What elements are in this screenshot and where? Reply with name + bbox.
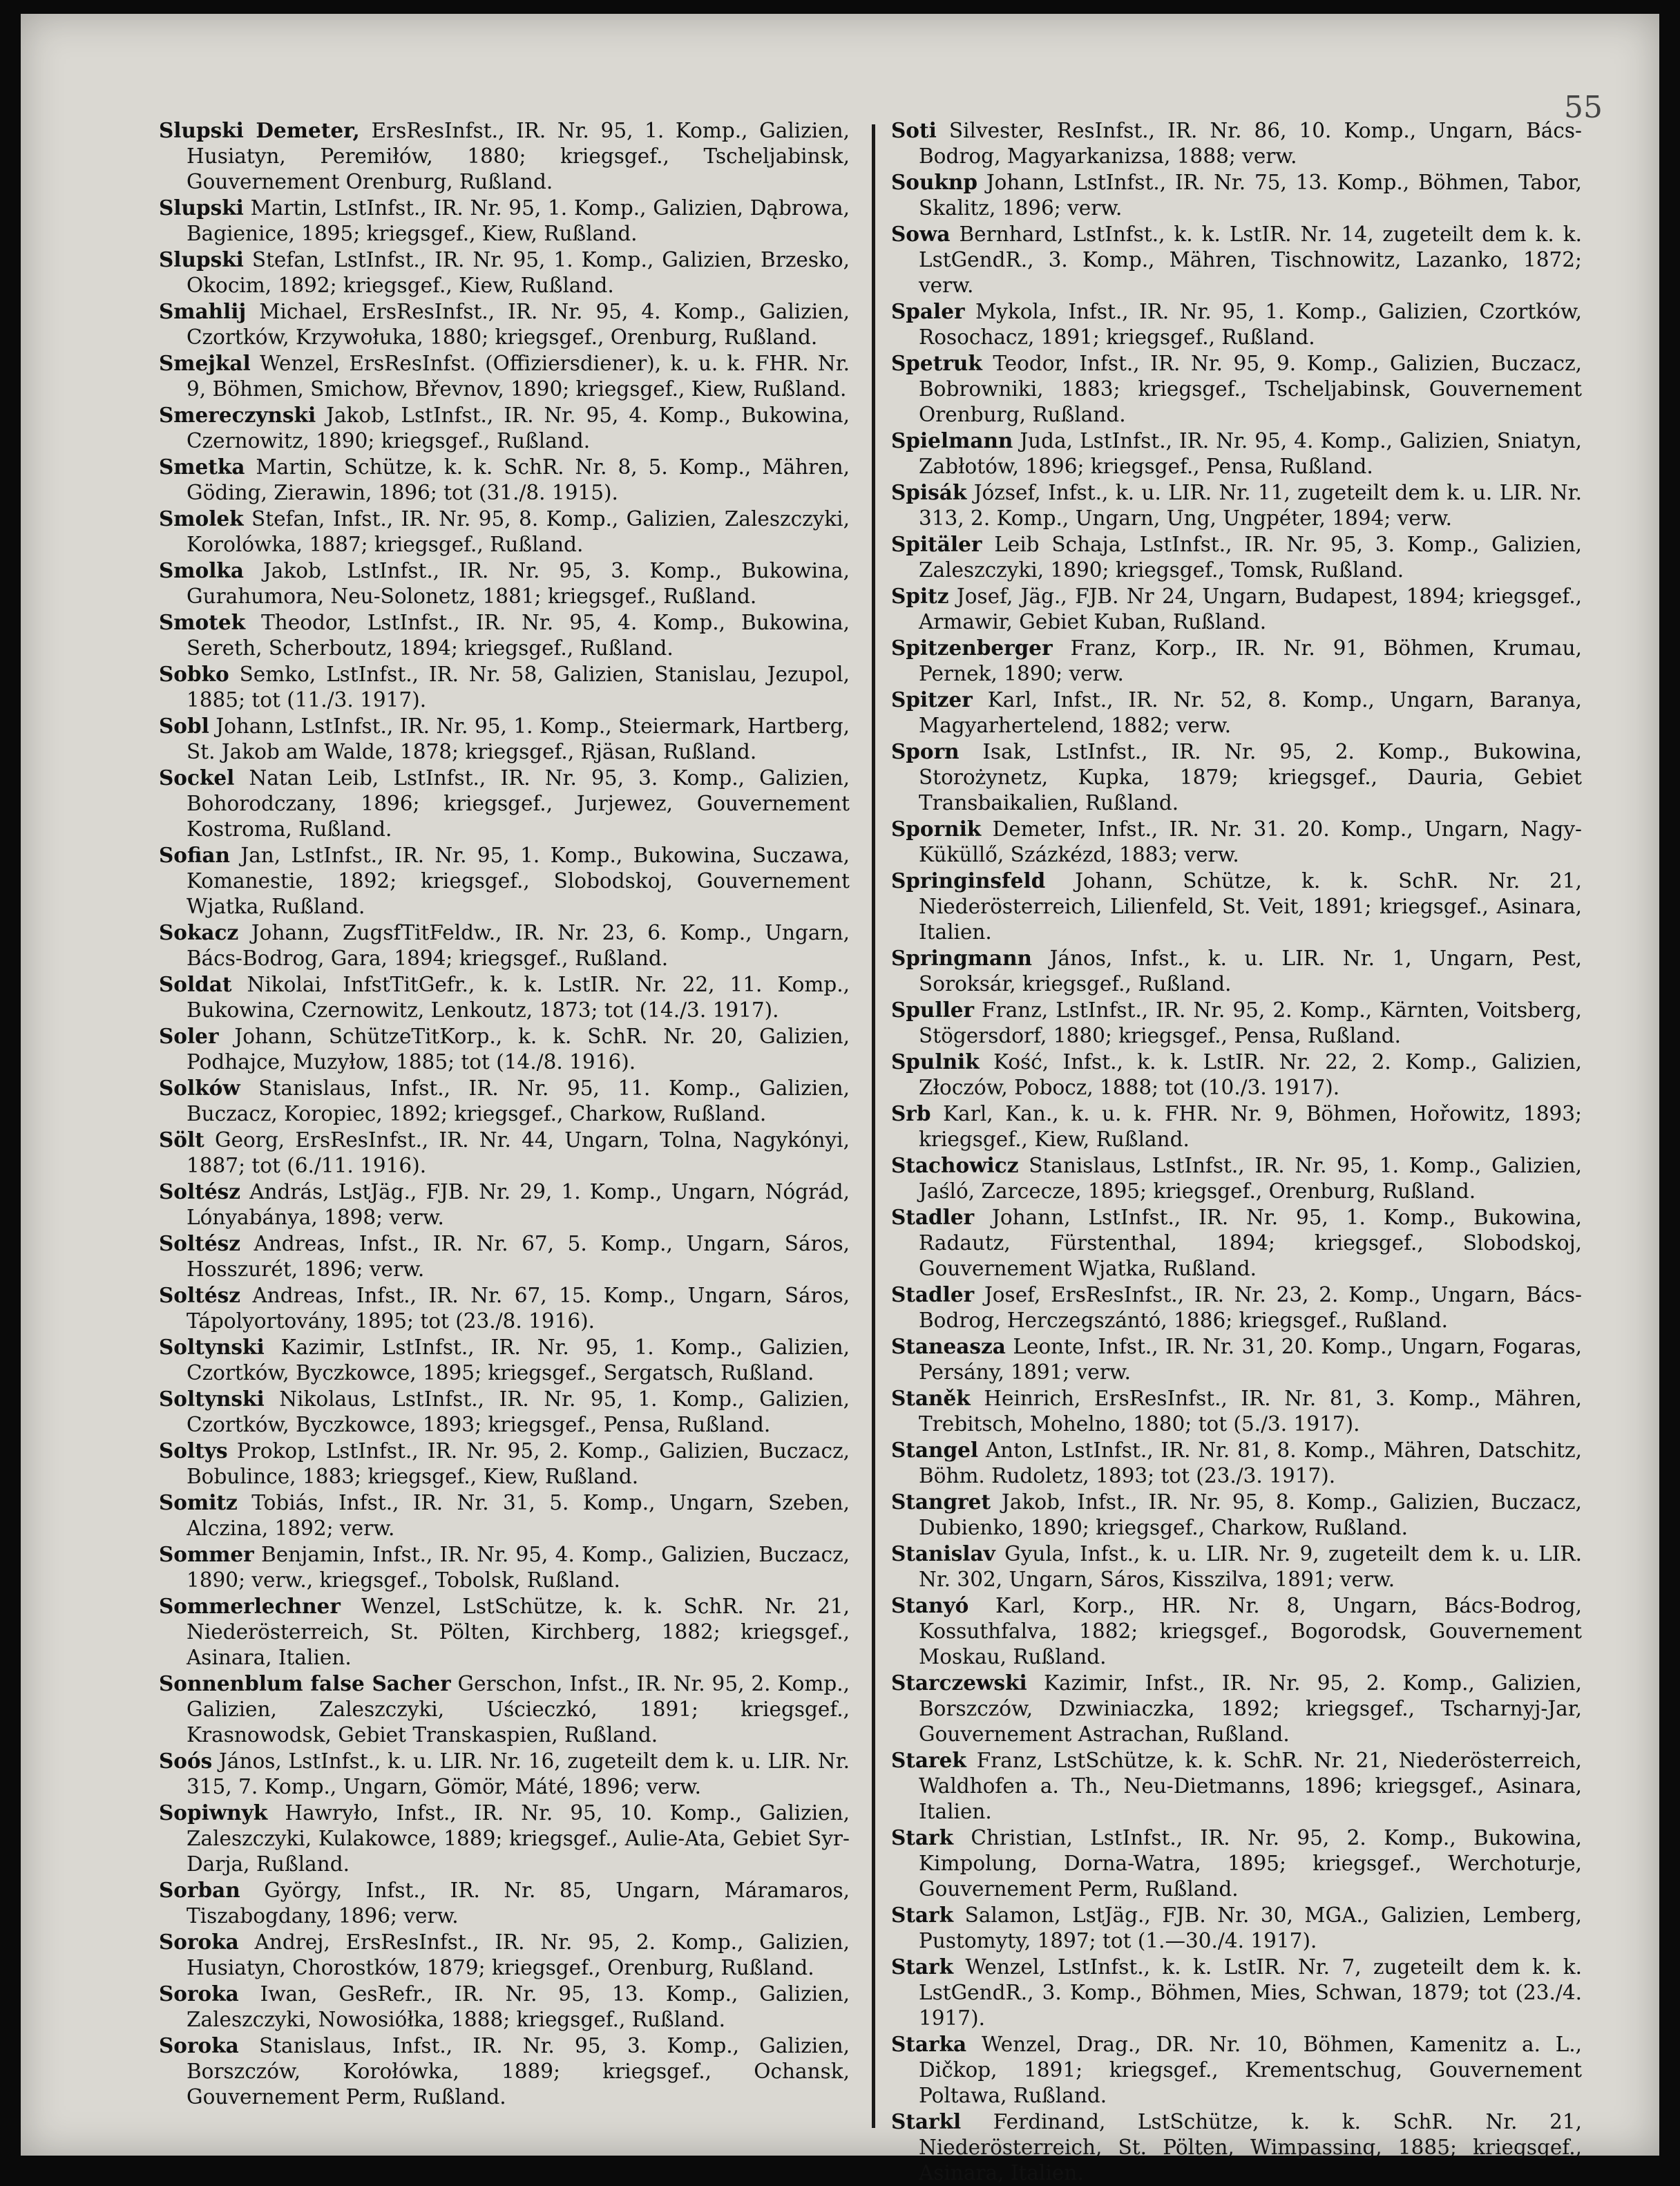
- entry-text: János, Infst., k. u. LIR. Nr. 1, Ungarn, Pest, Soroksár, kriegsgef., Rußland.: [919, 947, 1582, 996]
- entry-name: Staněk: [891, 1386, 971, 1410]
- entry-name: Srb: [891, 1101, 931, 1125]
- list-entry: [159, 920, 850, 971]
- entry-name: Smetka: [159, 455, 245, 479]
- entry-text: Nikolai, InfstTitGefr., k. k. LstIR. Nr. 22, 11. Komp., Bukowina, Czernowitz, Lenkoutz, 1873; tot (14./3. 1917).: [187, 973, 850, 1022]
- entry-text: Martin, Schütze, k. k. SchR. Nr. 8, 5. Komp., Mähren, Göding, Zierawin, 1896; tot (31./8. 1915).: [187, 455, 850, 504]
- entry-text: Tobiás, Infst., IR. Nr. 31, 5. Komp., Ungarn, Szeben, Alczina, 1892; verw.: [187, 1491, 850, 1540]
- entry-text: József, Infst., k. u. LIR. Nr. 11, zugeteilt dem k. u. LIR. Nr. 313, 2. Komp., Ungarn, Ung, Ungpéter, 1894; verw.: [919, 481, 1582, 530]
- entry-text: Wenzel, Drag., DR. Nr. 10, Böhmen, Kamenitz a. L., Dičkop, 1891; kriegsgef., Krementschug, Gouvernement Poltawa, Rußland.: [919, 2033, 1582, 2107]
- entry-name: Spitäler: [891, 532, 982, 556]
- entry-text: Nikolaus, LstInfst., IR. Nr. 95, 1. Komp., Galizien, Czortków, Byczkowce, 1893; kriegsgef., Pensa, Rußland.: [187, 1387, 850, 1436]
- entry-name: Stark: [891, 1903, 954, 1927]
- entry-name: Sporn: [891, 739, 960, 763]
- entry-name: Springinsfeld: [891, 868, 1046, 893]
- list-entry: [891, 687, 1582, 739]
- entry-name: Slupski: [159, 247, 244, 272]
- list-entry: [891, 428, 1582, 479]
- list-entry: [159, 402, 850, 454]
- entry-name: Stangel: [891, 1438, 979, 1462]
- list-entry: [891, 945, 1582, 997]
- entry-name: Somitz: [159, 1490, 238, 1514]
- entry-name: Smolka: [159, 558, 244, 582]
- list-entry: [891, 2031, 1582, 2109]
- list-entry: [159, 1127, 850, 1179]
- entry-name: Soós: [159, 1749, 213, 1773]
- entry-name: Soltész: [159, 1179, 240, 1204]
- entry-name: Spuller: [891, 998, 975, 1022]
- entry-text: Karl, Kan., k. u. k. FHR. Nr. 9, Böhmen, Hořowitz, 1893; kriegsgef., Kiew, Rußland.: [919, 1102, 1582, 1151]
- list-entry: [159, 1230, 850, 1282]
- entry-text: Wenzel, LstSchütze, k. k. SchR. Nr. 21, Niederösterreich, St. Pölten, Kirchberg, 1882; kriegsgef., Asinara, Italien.: [187, 1595, 850, 1669]
- list-entry: [159, 454, 850, 506]
- list-entry: [159, 1075, 850, 1127]
- entry-name: Spitzer: [891, 687, 973, 712]
- list-entry: [891, 1825, 1582, 1902]
- entry-text: Johann, Schütze, k. k. SchR. Nr. 21, Niederösterreich, Lilienfeld, St. Veit, 1891; kriegsgef., Asinara, Italien.: [919, 869, 1582, 944]
- list-entry: [159, 713, 850, 765]
- entry-text: Johann, ZugsfTitFeldw., IR. Nr. 23, 6. Komp., Ungarn, Bács-Bodrog, Gara, 1894; kriegsgef., Rußland.: [187, 921, 850, 970]
- entry-text: Gyula, Infst., k. u. LIR. Nr. 9, zugeteilt dem k. u. LIR. Nr. 302, Ungarn, Sáros, Kisszilva, 1891; verw.: [919, 1542, 1582, 1591]
- list-entry: [891, 739, 1582, 816]
- entry-text: Teodor, Infst., IR. Nr. 95, 9. Komp., Galizien, Buczacz, Bobrowniki, 1883; kriegsgef., Tscheljabinsk, Gouvernement Orenburg, Rußland.: [919, 352, 1582, 426]
- entry-name: Soti: [891, 118, 937, 142]
- entry-name: Soldat: [159, 972, 232, 996]
- entry-text: Gerschon, Infst., IR. Nr. 95, 2. Komp., Galizien, Zaleszczyki, Uścieczkó, 1891; kriegsgef., Krasnowodsk, Gebiet Transkaspien, Rußland.: [187, 1672, 850, 1747]
- entry-name: Stanislav: [891, 1541, 995, 1566]
- entry-text: ErsResInfst., IR. Nr. 95, 1. Komp., Galizien, Husiatyn, Peremiłów, 1880; kriegsgef., Tscheljabinsk, Gouvernement Orenburg, Rußland.: [187, 119, 850, 193]
- entry-name: Sokacz: [159, 920, 239, 944]
- entry-name: Smolek: [159, 506, 244, 531]
- list-entry: [159, 1541, 850, 1593]
- entry-name: Smotek: [159, 610, 246, 634]
- entry-text: Stefan, Infst., IR. Nr. 95, 8. Komp., Galizien, Zaleszczyki, Korolówka, 1887; kriegsgef., Rußland.: [187, 507, 850, 556]
- list-entry: [891, 1385, 1582, 1437]
- entry-name: Sommer: [159, 1542, 254, 1566]
- entry-text: Salamon, LstJäg., FJB. Nr. 30, MGA., Galizien, Lemberg, Pustomyty, 1897; tot (1.—30./4. 1917).: [919, 1903, 1582, 1952]
- list-entry: [159, 298, 850, 350]
- entry-text: Andrej, ErsResInfst., IR. Nr. 95, 2. Komp., Galizien, Husiatyn, Chorostków, 1879; kriegsgef., Orenburg, Rußland.: [187, 1930, 850, 1979]
- entry-name: Spisák: [891, 480, 967, 504]
- entry-text: Franz, LstSchütze, k. k. SchR. Nr. 21, Niederösterreich, Waldhofen a. Th., Neu-Dietmanns, 1896; kriegsgef., Asinara, Italien.: [919, 1749, 1582, 1823]
- entry-text: Kazimir, Infst., IR. Nr. 95, 2. Komp., Galizien, Borszczów, Dzwiniaczka, 1892; kriegsgef., Tscharnyj-Jar, Gouvernement Astrachan, Rußland.: [919, 1671, 1583, 1746]
- entry-name: Spielmann: [891, 428, 1013, 453]
- left-column: [159, 117, 850, 2110]
- list-entry: [891, 1541, 1582, 1593]
- list-entry: [159, 1671, 850, 1748]
- entry-name: Soroka: [159, 2033, 239, 2057]
- entry-name: Sofian: [159, 843, 230, 867]
- entry-name: Starek: [891, 1748, 966, 1772]
- entry-text: Martin, LstInfst., IR. Nr. 95, 1. Komp., Galizien, Dąbrowa, Bagienice, 1895; kriegsgef., Kiew, Rußland.: [187, 196, 850, 245]
- entry-name: Starkl: [891, 2109, 962, 2133]
- page-number: 55: [1564, 90, 1603, 125]
- list-entry: [891, 169, 1582, 221]
- document-page: [21, 14, 1659, 2185]
- entry-text: Stefan, LstInfst., IR. Nr. 95, 1. Komp., Galizien, Brzesko, Okocim, 1892; kriegsgef., Kiew, Rußland.: [187, 248, 850, 297]
- entry-text: Johann, LstInfst., IR. Nr. 95, 1. Komp., Bukowina, Radautz, Fürstenthal, 1894; kriegsgef., Slobodskoj, Gouvernement Wjatka, Rußland.: [919, 1206, 1582, 1280]
- list-entry: [891, 1333, 1582, 1385]
- entry-name: Souknp: [891, 170, 977, 194]
- entry-text: Jan, LstInfst., IR. Nr. 95, 1. Komp., Bukowina, Suczawa, Komanestie, 1892; kriegsgef., Slobodskoj, Gouvernement Wjatka, Rußland.: [187, 844, 850, 918]
- list-entry: [891, 298, 1582, 350]
- entry-text: Kazimir, LstInfst., IR. Nr. 95, 1. Komp., Galizien, Czortków, Byczkowce, 1895; kriegsgef., Sergatsch, Rußland.: [187, 1336, 850, 1385]
- entry-text: Benjamin, Infst., IR. Nr. 95, 4. Komp., Galizien, Buczacz, 1890; verw., kriegsgef., Tobolsk, Rußland.: [187, 1543, 850, 1592]
- entry-name: Sowa: [891, 222, 951, 246]
- entry-text: Isak, LstInfst., IR. Nr. 95, 2. Komp., Bukowina, Storożynetz, Kupka, 1879; kriegsgef., Dauria, Gebiet Transbaikalien, Rußland.: [919, 740, 1582, 815]
- list-entry: [159, 247, 850, 298]
- entry-text: János, LstInfst., k. u. LIR. Nr. 16, zugeteilt dem k. u. LIR. Nr. 315, 7. Komp., Ungarn, Gömör, Máté, 1896; verw.: [187, 1749, 850, 1798]
- entry-name: Spitzenberger: [891, 636, 1053, 660]
- entry-text: Stanislaus, Infst., IR. Nr. 95, 11. Komp., Galizien, Buczacz, Koropiec, 1892; kriegsgef., Charkow, Rußland.: [187, 1076, 850, 1125]
- entry-name: Soroka: [159, 1930, 239, 1954]
- list-entry: [159, 1981, 850, 2033]
- entry-text: Ferdinand, LstSchütze, k. k. SchR. Nr. 21, Niederösterreich, St. Pölten, Wimpassing, 1885; kriegsgef., Asinara, Italien.: [919, 2110, 1582, 2185]
- list-entry: [891, 1593, 1582, 1670]
- entry-name: Spulnik: [891, 1049, 980, 1074]
- entry-text: Jakob, LstInfst., IR. Nr. 95, 3. Komp., Bukowina, Gurahumora, Neu-Solonetz, 1881; kriegsgef., Rußland.: [187, 559, 850, 608]
- entry-name: Spitz: [891, 584, 949, 608]
- list-entry: [891, 221, 1582, 298]
- list-entry: [891, 997, 1582, 1049]
- entry-text: Franz, Korp., IR. Nr. 91, Böhmen, Krumau, Pernek, 1890; verw.: [919, 636, 1582, 685]
- entry-name: Stadler: [891, 1205, 975, 1229]
- entry-name: Slupski: [159, 196, 244, 220]
- entry-name: Soltész: [159, 1283, 240, 1307]
- list-entry: [159, 1438, 850, 1490]
- entry-text: Christian, LstInfst., IR. Nr. 95, 2. Komp., Bukowina, Kimpolung, Dorna-Watra, 1895; kriegsgef., Werchoturje, Gouvernement Perm, Rußland.: [919, 1826, 1582, 1901]
- list-entry: [891, 531, 1582, 583]
- entry-text: György, Infst., IR. Nr. 85, Ungarn, Máramaros, Tiszabogdany, 1896; verw.: [187, 1879, 850, 1928]
- entry-name: Soroka: [159, 1981, 239, 2006]
- entry-name: Staneasza: [891, 1334, 1006, 1358]
- list-entry: [891, 1437, 1582, 1489]
- entry-name: Sorban: [159, 1878, 240, 1902]
- entry-text: Bernhard, LstInfst., k. k. LstIR. Nr. 14, zugeteilt dem k. k. LstGendR., 3. Komp., Mähren, Tischnowitz, Lazanko, 1872; verw.: [919, 222, 1582, 297]
- entry-text: Josef, ErsResInfst., IR. Nr. 23, 2. Komp., Ungarn, Bács-Bodrog, Herczegszántó, 1886; kriegsgef., Rußland.: [919, 1283, 1582, 1332]
- entry-name: Solków: [159, 1076, 240, 1100]
- entry-text: Anton, LstInfst., IR. Nr. 81, 8. Komp., Mähren, Datschitz, Böhm. Rudoletz, 1893; tot (23./3. 1917).: [919, 1438, 1582, 1488]
- entry-text: Stanislaus, LstInfst., IR. Nr. 95, 1. Komp., Galizien, Jaśló, Zarcecze, 1895; kriegsgef., Orenburg, Rußland.: [919, 1154, 1582, 1203]
- entry-name: Spetruk: [891, 351, 982, 375]
- list-entry: [891, 816, 1582, 868]
- list-entry: [891, 1204, 1582, 1282]
- list-entry: [891, 868, 1582, 945]
- entry-text: Juda, LstInfst., IR. Nr. 95, 4. Komp., Galizien, Sniatyn, Zabłotów, 1896; kriegsgef., Pensa, Rußland.: [919, 429, 1582, 478]
- entry-text: Johann, LstInfst., IR. Nr. 95, 1. Komp., Steiermark, Hartberg, St. Jakob am Walde, 1878; kriegsgef., Rjäsan, Rußland.: [187, 714, 850, 763]
- list-entry: [159, 842, 850, 920]
- list-entry: [891, 1049, 1582, 1101]
- entry-name: Springmann: [891, 946, 1032, 970]
- entry-text: Demeter, Infst., IR. Nr. 31. 20. Komp., Ungarn, Nagy-Küküllő, Százkézd, 1883; verw.: [919, 817, 1582, 866]
- entry-text: András, LstJäg., FJB. Nr. 29, 1. Komp., Ungarn, Nógrád, Lónyabánya, 1898; verw.: [187, 1180, 850, 1229]
- entry-name: Stachowicz: [891, 1153, 1019, 1177]
- list-entry: [891, 350, 1582, 428]
- entry-name: Smahlij: [159, 299, 247, 323]
- entry-text: Andreas, Infst., IR. Nr. 67, 15. Komp., Ungarn, Sáros, Tápolyortovány, 1895; tot (23./8. 1916).: [187, 1284, 850, 1333]
- entry-text: Georg, ErsResInfst., IR. Nr. 44, Ungarn, Tolna, Nagykónyi, 1887; tot (6./11. 1916).: [187, 1128, 850, 1177]
- entry-name: Spaler: [891, 299, 965, 323]
- list-entry: [891, 1152, 1582, 1204]
- entry-text: Andreas, Infst., IR. Nr. 67, 5. Komp., Ungarn, Sáros, Hosszurét, 1896; verw.: [187, 1232, 850, 1281]
- list-entry: [891, 1489, 1582, 1541]
- list-entry: [159, 1334, 850, 1386]
- list-entry: [159, 350, 850, 402]
- list-entry: [159, 609, 850, 661]
- entry-text: Hawryło, Infst., IR. Nr. 95, 10. Komp., Galizien, Zaleszczyki, Kulakowce, 1889; kriegsgef., Aulie-Ata, Gebiet Syr-Darja, Rußland.: [187, 1801, 850, 1876]
- entry-text: Johann, SchützeTitKorp., k. k. SchR. Nr. 20, Galizien, Podhajce, Muzyłow, 1885; tot (14./8. 1916).: [187, 1025, 850, 1074]
- list-entry: [891, 117, 1582, 169]
- entry-text: Michael, ErsResInfst., IR. Nr. 95, 4. Komp., Galizien, Czortków, Krzywołuka, 1880; kriegsgef., Orenburg, Rußland.: [187, 300, 850, 349]
- entry-name: Stark: [891, 1825, 954, 1850]
- entry-text: Karl, Korp., HR. Nr. 8, Ungarn, Bács-Bodrog, Kossuthfalva, 1882; kriegsgef., Bogorodsk, Gouvernement Moskau, Rußland.: [919, 1594, 1582, 1669]
- entry-name: Sockel: [159, 766, 235, 790]
- entry-text: Jakob, Infst., IR. Nr. 95, 8. Komp., Galizien, Buczacz, Dubienko, 1890; kriegsgef., Charkow, Rußland.: [919, 1490, 1582, 1539]
- list-entry: [891, 635, 1582, 687]
- list-entry: [159, 971, 850, 1023]
- entry-text: Heinrich, ErsResInfst., IR. Nr. 81, 3. Komp., Mähren, Trebitsch, Mohelno, 1880; tot (5./3. 1917).: [919, 1387, 1583, 1436]
- list-entry: [159, 558, 850, 609]
- entry-text: Mykola, Infst., IR. Nr. 95, 1. Komp., Galizien, Czortków, Rosochacz, 1891; kriegsgef., Rußland.: [919, 300, 1582, 349]
- entry-name: Starczewski: [891, 1671, 1027, 1695]
- list-entry: [891, 1902, 1582, 1954]
- list-entry: [159, 1490, 850, 1541]
- right-column: [891, 117, 1582, 2186]
- entry-text: Semko, LstInfst., IR. Nr. 58, Galizien, Stanislau, Jezupol, 1885; tot (11./3. 1917).: [187, 663, 850, 712]
- list-entry: [159, 1179, 850, 1230]
- column-divider: [872, 124, 875, 2128]
- list-entry: [159, 1593, 850, 1671]
- list-entry: [159, 1800, 850, 1877]
- entry-name: Soltész: [159, 1231, 240, 1255]
- entry-name: Sölt: [159, 1128, 204, 1152]
- entry-text: Natan Leib, LstInfst., IR. Nr. 95, 3. Komp., Galizien, Bohorodczany, 1896; kriegsgef., Jurjewez, Gouvernement Kostroma, Rußland.: [187, 766, 850, 841]
- entry-text: Prokop, LstInfst., IR. Nr. 95, 2. Komp., Galizien, Buczacz, Bobulince, 1883; kriegsgef., Kiew, Rußland.: [187, 1439, 850, 1488]
- list-entry: [891, 1670, 1582, 1747]
- entry-text: Leonte, Infst., IR. Nr. 31, 20. Komp., Ungarn, Fogaras, Persány, 1891; verw.: [919, 1335, 1582, 1384]
- entry-name: Soler: [159, 1024, 219, 1048]
- list-entry: [891, 1101, 1582, 1152]
- entry-name: Stark: [891, 1955, 954, 1979]
- list-entry: [891, 583, 1582, 635]
- entry-name: Sonnenblum false Sacher: [159, 1671, 451, 1695]
- entry-text: Karl, Infst., IR. Nr. 52, 8. Komp., Ungarn, Baranya, Magyarhertelend, 1882; verw.: [919, 688, 1582, 737]
- entry-name: Sobko: [159, 662, 229, 686]
- entry-text: Josef, Jäg., FJB. Nr 24, Ungarn, Budapest, 1894; kriegsgef., Armawir, Gebiet Kuban, Rußland.: [919, 584, 1582, 634]
- list-entry: [159, 765, 850, 842]
- entry-name: Soltynski: [159, 1387, 265, 1411]
- entry-name: Slupski Demeter,: [159, 118, 360, 142]
- entry-text: Kość, Infst., k. k. LstIR. Nr. 22, 2. Komp., Galizien, Złoczów, Pobocz, 1888; tot (10./3. 1917).: [919, 1050, 1582, 1099]
- entry-name: Spornik: [891, 817, 982, 841]
- entry-name: Sopiwnyk: [159, 1800, 268, 1825]
- list-entry: [159, 1023, 850, 1075]
- entry-name: Soltys: [159, 1438, 228, 1463]
- list-entry: [891, 1282, 1582, 1333]
- entry-text: Johann, LstInfst., IR. Nr. 75, 13. Komp., Böhmen, Tabor, Skalitz, 1896; verw.: [919, 171, 1583, 220]
- list-entry: [891, 2109, 1582, 2186]
- list-entry: [159, 1748, 850, 1800]
- entry-text: Iwan, GesRefr., IR. Nr. 95, 13. Komp., Galizien, Zaleszczyki, Nowosiółka, 1888; kriegsgef., Rußland.: [187, 1982, 850, 2031]
- entry-name: Soltynski: [159, 1335, 265, 1359]
- entry-text: Franz, LstInfst., IR. Nr. 95, 2. Komp., Kärnten, Voitsberg, Stögersdorf, 1880; kriegsgef., Pensa, Rußland.: [919, 998, 1582, 1047]
- entry-name: Stanyó: [891, 1593, 969, 1617]
- entry-text: Jakob, LstInfst., IR. Nr. 95, 4. Komp., Bukowina, Czernowitz, 1890; kriegsgef., Rußland.: [187, 403, 850, 453]
- entry-name: Smereczynski: [159, 403, 316, 427]
- list-entry: [159, 1386, 850, 1438]
- list-entry: [159, 661, 850, 713]
- entry-name: Sobl: [159, 714, 209, 738]
- list-entry: [159, 1877, 850, 1929]
- list-entry: [159, 506, 850, 558]
- entry-name: Sommerlechner: [159, 1594, 341, 1618]
- entry-name: Stangret: [891, 1490, 991, 1514]
- list-entry: [159, 1929, 850, 1981]
- list-entry: [891, 1747, 1582, 1825]
- list-entry: [159, 117, 850, 195]
- list-entry: [891, 1954, 1582, 2031]
- list-entry: [159, 1282, 850, 1334]
- list-entry: [159, 2033, 850, 2110]
- entry-text: Theodor, LstInfst., IR. Nr. 95, 4. Komp., Bukowina, Sereth, Scherboutz, 1894; kriegsgef., Rußland.: [187, 611, 850, 660]
- entry-text: Leib Schaja, LstInfst., IR. Nr. 95, 3. Komp., Galizien, Zaleszczyki, 1890; kriegsgef., Tomsk, Rußland.: [919, 533, 1582, 582]
- entry-name: Smejkal: [159, 351, 251, 375]
- list-entry: [891, 479, 1582, 531]
- entry-text: Wenzel, ErsResInfst. (Offiziersdiener), k. u. k. FHR. Nr. 9, Böhmen, Smichow, Břevnov, 1890; kriegsgef., Kiew, Rußland.: [187, 352, 850, 401]
- entry-text: Wenzel, LstInfst., k. k. LstIR. Nr. 7, zugeteilt dem k. k. LstGendR., 3. Komp., Böhmen, Mies, Schwan, 1879; tot (23./4. 1917).: [919, 1955, 1582, 2030]
- entry-name: Starka: [891, 2032, 967, 2056]
- entry-name: Stadler: [891, 1282, 975, 1306]
- entry-text: Stanislaus, Infst., IR. Nr. 95, 3. Komp., Galizien, Borszczów, Korołówka, 1889; kriegsgef., Ochansk, Gouvernement Perm, Rußland.: [187, 2034, 850, 2109]
- entry-text: Silvester, ResInfst., IR. Nr. 86, 10. Komp., Ungarn, Bács-Bodrog, Magyarkanizsa, 1888; verw.: [919, 119, 1582, 168]
- list-entry: [159, 195, 850, 247]
